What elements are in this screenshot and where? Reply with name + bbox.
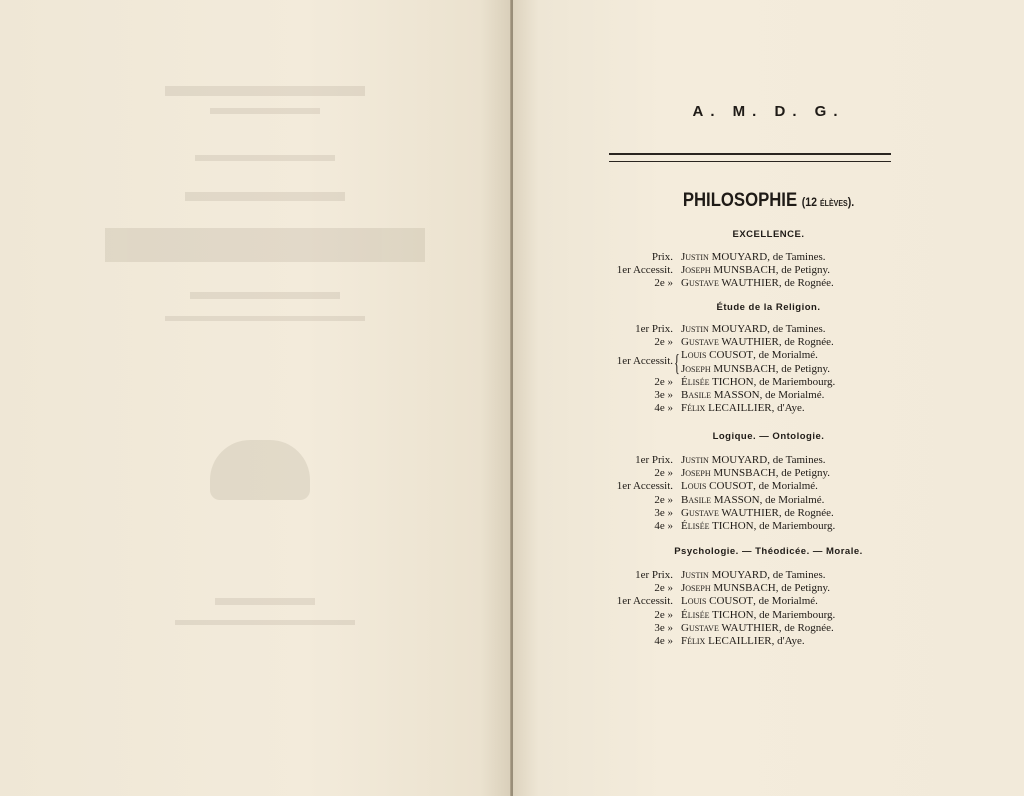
student-name: Élisée TICHON xyxy=(681,608,754,621)
prize-rank: 1er Accessit. xyxy=(616,480,673,493)
student-entry xyxy=(681,609,835,622)
motto: A. M. D. G. xyxy=(692,103,845,120)
student-name: Félix LECAILLIER xyxy=(681,635,772,647)
student-entry xyxy=(681,622,834,635)
student-name: Justin MOUYARD xyxy=(681,569,768,581)
prize-rank: 1er Accessit. xyxy=(616,264,673,277)
student-place: , de Tamines. xyxy=(767,454,826,466)
student-name: Élisée TICHON xyxy=(681,520,754,532)
student-entry xyxy=(681,349,818,362)
student-place: , de Petigny. xyxy=(775,467,830,480)
student-entry xyxy=(681,494,824,507)
section-heading: Étude de la Religion. xyxy=(716,302,821,313)
student-entry xyxy=(681,251,826,264)
student-entry xyxy=(681,277,834,290)
prize-rank: 1er Prix. xyxy=(635,569,673,581)
student-place: , de Rognée. xyxy=(778,277,834,290)
page-title xyxy=(544,190,994,212)
student-entry xyxy=(681,520,835,533)
prize-rank: 3e » xyxy=(654,506,673,519)
student-name: Joseph MUNSBACH xyxy=(681,582,776,595)
section-heading: Logique. — Ontologie. xyxy=(712,431,825,442)
student-place: , d'Aye. xyxy=(771,402,805,415)
prize-rank: Prix. xyxy=(651,251,673,263)
student-name: Justin MOUYARD xyxy=(681,251,768,263)
student-place: , de Tamines. xyxy=(767,323,826,335)
student-place: , de Petigny. xyxy=(775,582,830,595)
section-heading: Psychologie. — Théodicée. — Morale. xyxy=(674,546,863,557)
prize-rank: 4e » xyxy=(654,402,673,415)
student-place: , de Petigny. xyxy=(775,362,830,375)
prize-rank: 4e » xyxy=(654,520,673,532)
student-place: , de Morialmé. xyxy=(759,389,825,401)
student-place: , d'Aye. xyxy=(771,635,805,647)
student-name: Gustave WAUTHIER xyxy=(681,506,779,519)
prize-list xyxy=(513,0,1024,796)
student-place: , de Morialmé. xyxy=(759,493,825,506)
student-place: , de Morialmé. xyxy=(753,595,818,608)
student-entry xyxy=(681,635,805,648)
student-place: , de Mariembourg. xyxy=(753,375,836,388)
student-name: Gustave WAUTHIER xyxy=(681,277,779,290)
student-name: Basile MASSON xyxy=(681,493,760,506)
student-name: Félix LECAILLIER xyxy=(681,402,772,415)
prize-rank: 2e » xyxy=(654,493,673,506)
show-through-text xyxy=(95,80,435,680)
student-place: , de Mariembourg. xyxy=(753,608,836,621)
student-entry xyxy=(681,363,830,376)
student-entry xyxy=(681,454,826,467)
prize-rank: 2e » xyxy=(654,608,673,621)
prize-rank: 4e » xyxy=(654,635,673,647)
left-page xyxy=(0,0,511,796)
prize-rank: 2e » xyxy=(654,375,673,388)
student-place: , de Rognée. xyxy=(778,506,834,519)
student-name: Gustave WAUTHIER xyxy=(681,336,779,349)
title-main: PHILOSOPHIE xyxy=(682,190,798,211)
student-name: Joseph MUNSBACH xyxy=(681,264,776,277)
student-entry xyxy=(681,569,826,582)
student-name: Justin MOUYARD xyxy=(681,323,768,335)
prize-rank: 1er Accessit. xyxy=(616,355,673,368)
student-name: Louis COUSOT xyxy=(681,480,754,493)
prize-rank: 2e » xyxy=(654,582,673,595)
student-place: , de Tamines. xyxy=(767,251,826,263)
double-rule xyxy=(609,153,891,162)
student-entry xyxy=(681,323,826,336)
prize-rank: 1er Prix. xyxy=(635,454,673,466)
student-name: Louis COUSOT xyxy=(681,595,754,608)
student-name: Élisée TICHON xyxy=(681,375,754,388)
student-place: , de Tamines. xyxy=(767,569,826,581)
student-entry xyxy=(681,336,834,349)
student-entry xyxy=(681,467,830,480)
student-name: Louis COUSOT xyxy=(681,349,754,362)
student-place: , de Mariembourg. xyxy=(753,520,836,532)
prize-rank: 3e » xyxy=(654,389,673,401)
prize-rank: 2e » xyxy=(654,336,673,349)
student-place: , de Morialmé. xyxy=(753,349,818,362)
prize-rank: 3e » xyxy=(654,621,673,634)
student-entry xyxy=(681,264,830,277)
student-place: , de Rognée. xyxy=(778,621,834,634)
section-heading: EXCELLENCE. xyxy=(732,229,805,240)
student-name: Basile MASSON xyxy=(681,389,760,401)
prize-rank: 1er Accessit. xyxy=(616,595,673,608)
prize-rank: 2e » xyxy=(654,277,673,290)
student-name: Justin MOUYARD xyxy=(681,454,768,466)
title-sub: (12 élèves). xyxy=(801,195,855,209)
prize-rank: 2e » xyxy=(654,467,673,480)
brace: { xyxy=(674,351,680,377)
student-entry xyxy=(681,595,818,608)
student-place: , de Rognée. xyxy=(778,336,834,349)
student-place: , de Petigny. xyxy=(775,264,830,277)
student-entry xyxy=(681,376,835,389)
student-name: Joseph MUNSBACH xyxy=(681,467,776,480)
prize-rank: 1er Prix. xyxy=(635,323,673,335)
student-place: , de Morialmé. xyxy=(753,480,818,493)
student-entry xyxy=(681,402,805,415)
student-name: Joseph MUNSBACH xyxy=(681,362,776,375)
student-name: Gustave WAUTHIER xyxy=(681,621,779,634)
student-entry xyxy=(681,480,818,493)
student-entry xyxy=(681,389,824,402)
student-entry xyxy=(681,582,830,595)
student-entry xyxy=(681,507,834,520)
